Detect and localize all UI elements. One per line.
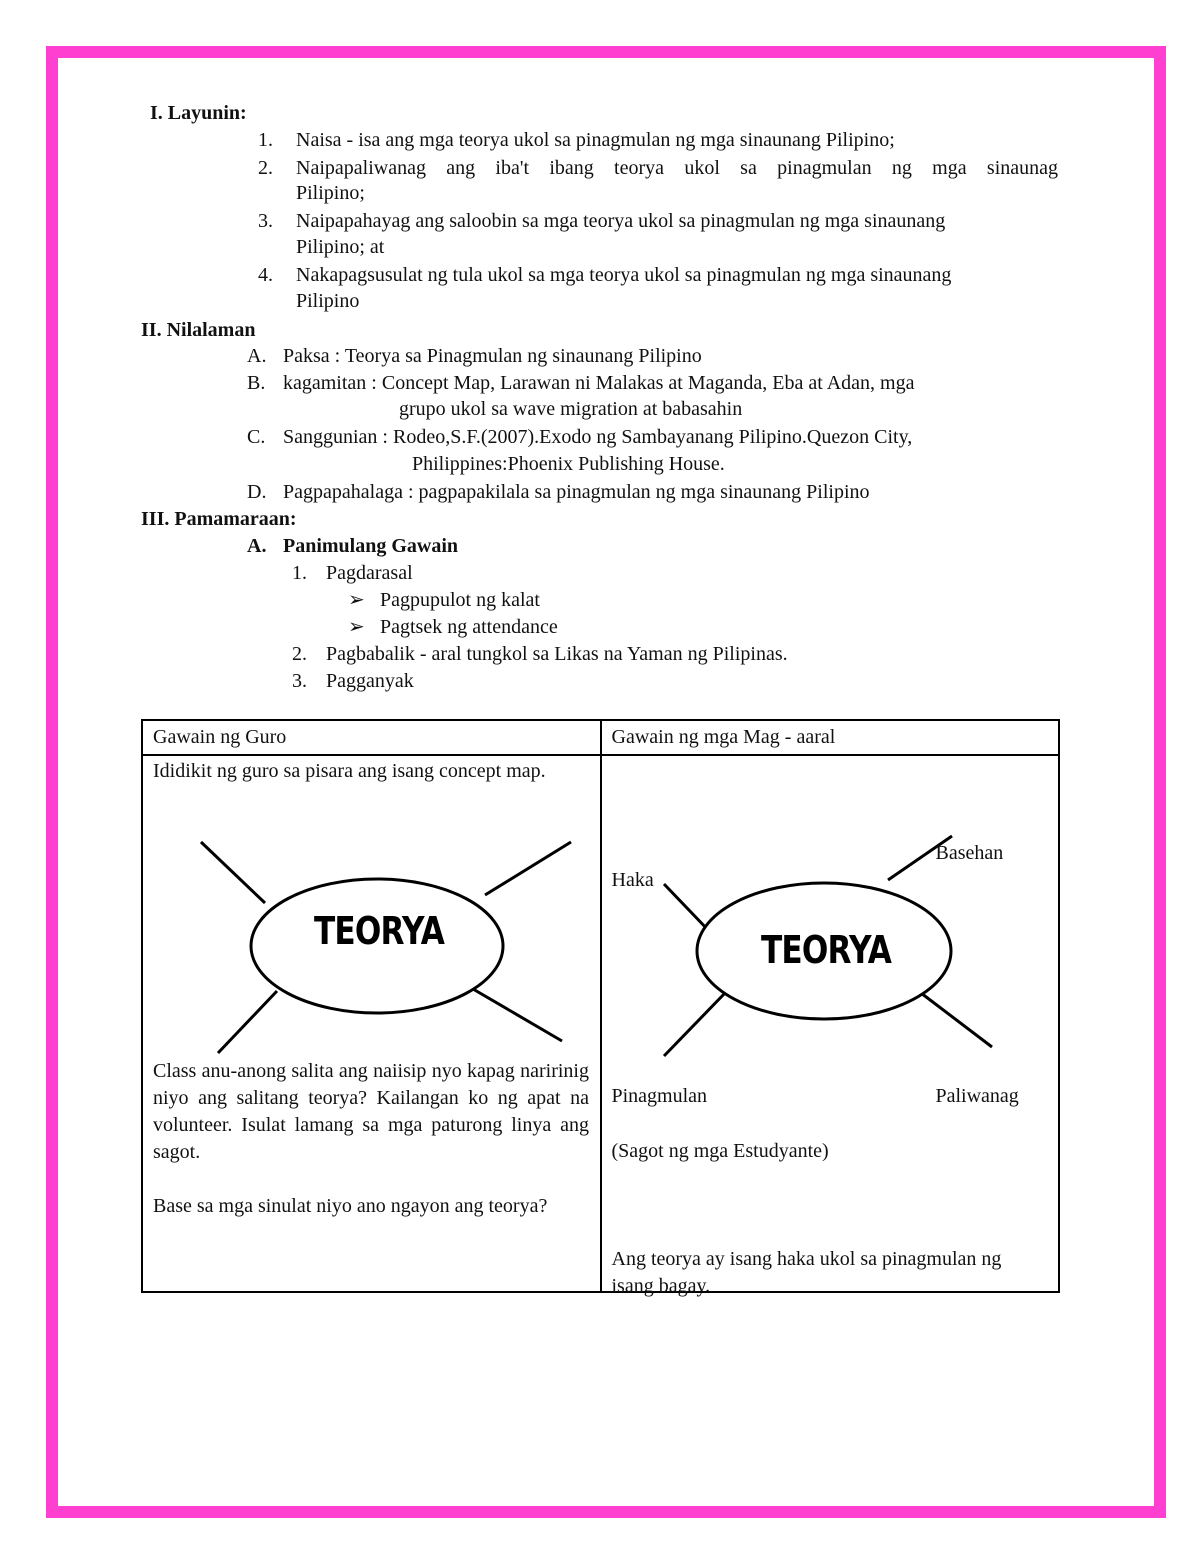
section-heading-layunin: I. Layunin:	[150, 102, 247, 124]
step-num-1: 1.	[292, 562, 307, 584]
layunin-num-1: 1.	[258, 129, 273, 151]
section-heading-nilalaman: II. Nilalaman	[141, 319, 256, 341]
bullet-item-2: Pagtsek ng attendance	[380, 616, 558, 638]
section-heading-pamamaraan: III. Pamamaraan:	[141, 508, 297, 530]
answer-definition: Ang teorya ay isang haka ukol sa pinagmulan ng isang bagay.	[611, 1248, 1002, 1297]
layunin-num-4: 4.	[258, 264, 273, 286]
layunin-item-1: Naisa - isa ang mga teorya ukol sa pinagmulan ng mga sinaunang Pilipino;	[296, 129, 895, 151]
bullet-arrow-icon: ➢	[348, 616, 365, 638]
table-header-row	[142, 720, 1059, 755]
bullet-item-1: Pagpupulot ng kalat	[380, 589, 540, 611]
nilalaman-item-c-cont: Philippines:Phoenix Publishing House.	[412, 453, 725, 475]
header-gawain-mag-aaral: Gawain ng mga Mag - aaral	[601, 720, 1060, 755]
step-num-3: 3.	[292, 670, 307, 692]
header-gawain-guro: Gawain ng Guro	[142, 720, 601, 755]
layunin-item-3-cont: Pilipino; at	[296, 236, 385, 258]
nilalaman-item-b-cont: grupo ukol sa wave migration at babasahin	[399, 398, 743, 420]
step-2: Pagbabalik - aral tungkol sa Likas na Yaman ng Pilipinas.	[326, 643, 788, 665]
nilalaman-item-d: Pagpapahalaga : pagpapakilala sa pinagmulan ng mga sinaunang Pilipino	[283, 481, 870, 503]
layunin-item-3: Naipapahayag ang saloobin sa mga teorya ukol sa pinagmulan ng mga sinaunang	[296, 210, 946, 232]
layunin-item-2-cont: Pilipino;	[296, 182, 365, 204]
step-num-2: 2.	[292, 643, 307, 665]
mag-aaral-cell	[601, 755, 1060, 1297]
pamamaraan-sub-heading: Panimulang Gawain	[283, 535, 459, 557]
guro-cell	[142, 755, 601, 1292]
map-line-bottom-left	[664, 992, 726, 1056]
concept-map-answered	[602, 756, 1060, 1291]
map-line-bottom-left	[218, 991, 277, 1053]
layunin-item-4-cont: Pilipino	[296, 290, 360, 312]
nilalaman-letter-c: C.	[247, 426, 266, 448]
map-line-top-left	[201, 842, 265, 903]
layunin-item-4: Nakapagsusulat ng tula ukol sa mga teorya ukol sa pinagmulan ng mga sinaunang	[296, 264, 952, 286]
map-label-basehan: Basehan	[935, 842, 1004, 864]
nilalaman-item-a: Paksa : Teorya sa Pinagmulan ng sinaunang Pilipino	[283, 345, 702, 367]
answer-note: (Sagot ng mga Estudyante)	[611, 1140, 829, 1162]
activity-table	[141, 719, 1060, 1297]
bullet-arrow-icon: ➢	[348, 589, 365, 611]
nilalaman-letter-a: A.	[247, 345, 267, 367]
layunin-num-3: 3.	[258, 210, 273, 232]
map-label-pinagmulan: Pinagmulan	[611, 1085, 708, 1107]
map-label-paliwanag: Paliwanag	[935, 1085, 1019, 1107]
guro-followup: Base sa mga sinulat niyo ano ngayon ang teorya?	[153, 1195, 548, 1217]
map-line-bottom-right	[473, 989, 562, 1041]
map-center-word: TEORYA	[760, 929, 891, 973]
map-line-top-right	[485, 842, 571, 895]
guro-question: Class anu-anong salita ang naiisip nyo kapag naririnig niyo ang salitang teorya? Kailangan ko ng apat na volunteer. Isulat lamang sa mga paturong linya ang sagot.	[153, 1060, 589, 1163]
map-center-word: TEORYA	[313, 910, 445, 954]
step-3: Pagganyak	[326, 670, 414, 692]
step-1: Pagdarasal	[326, 562, 413, 584]
map-line-bottom-right	[917, 990, 992, 1047]
map-label-haka: Haka	[611, 869, 654, 891]
layunin-item-2: Naipapaliwanag ang iba't ibang teorya ukol sa pinagmulan ng mga sinaunag	[296, 157, 1058, 179]
guro-intro: Ididikit ng guro sa pisara ang isang concept map.	[153, 760, 546, 782]
layunin-num-2: 2.	[258, 157, 273, 179]
pamamaraan-sub-letter: A.	[247, 535, 267, 557]
nilalaman-item-c: Sanggunian : Rodeo,S.F.(2007).Exodo ng Sambayanang Pilipino.Quezon City,	[283, 426, 913, 448]
nilalaman-item-b: kagamitan : Concept Map, Larawan ni Malakas at Maganda, Eba at Adan, mga	[283, 372, 915, 394]
nilalaman-letter-b: B.	[247, 372, 266, 394]
table-row	[142, 755, 1059, 1292]
nilalaman-letter-d: D.	[247, 481, 267, 503]
